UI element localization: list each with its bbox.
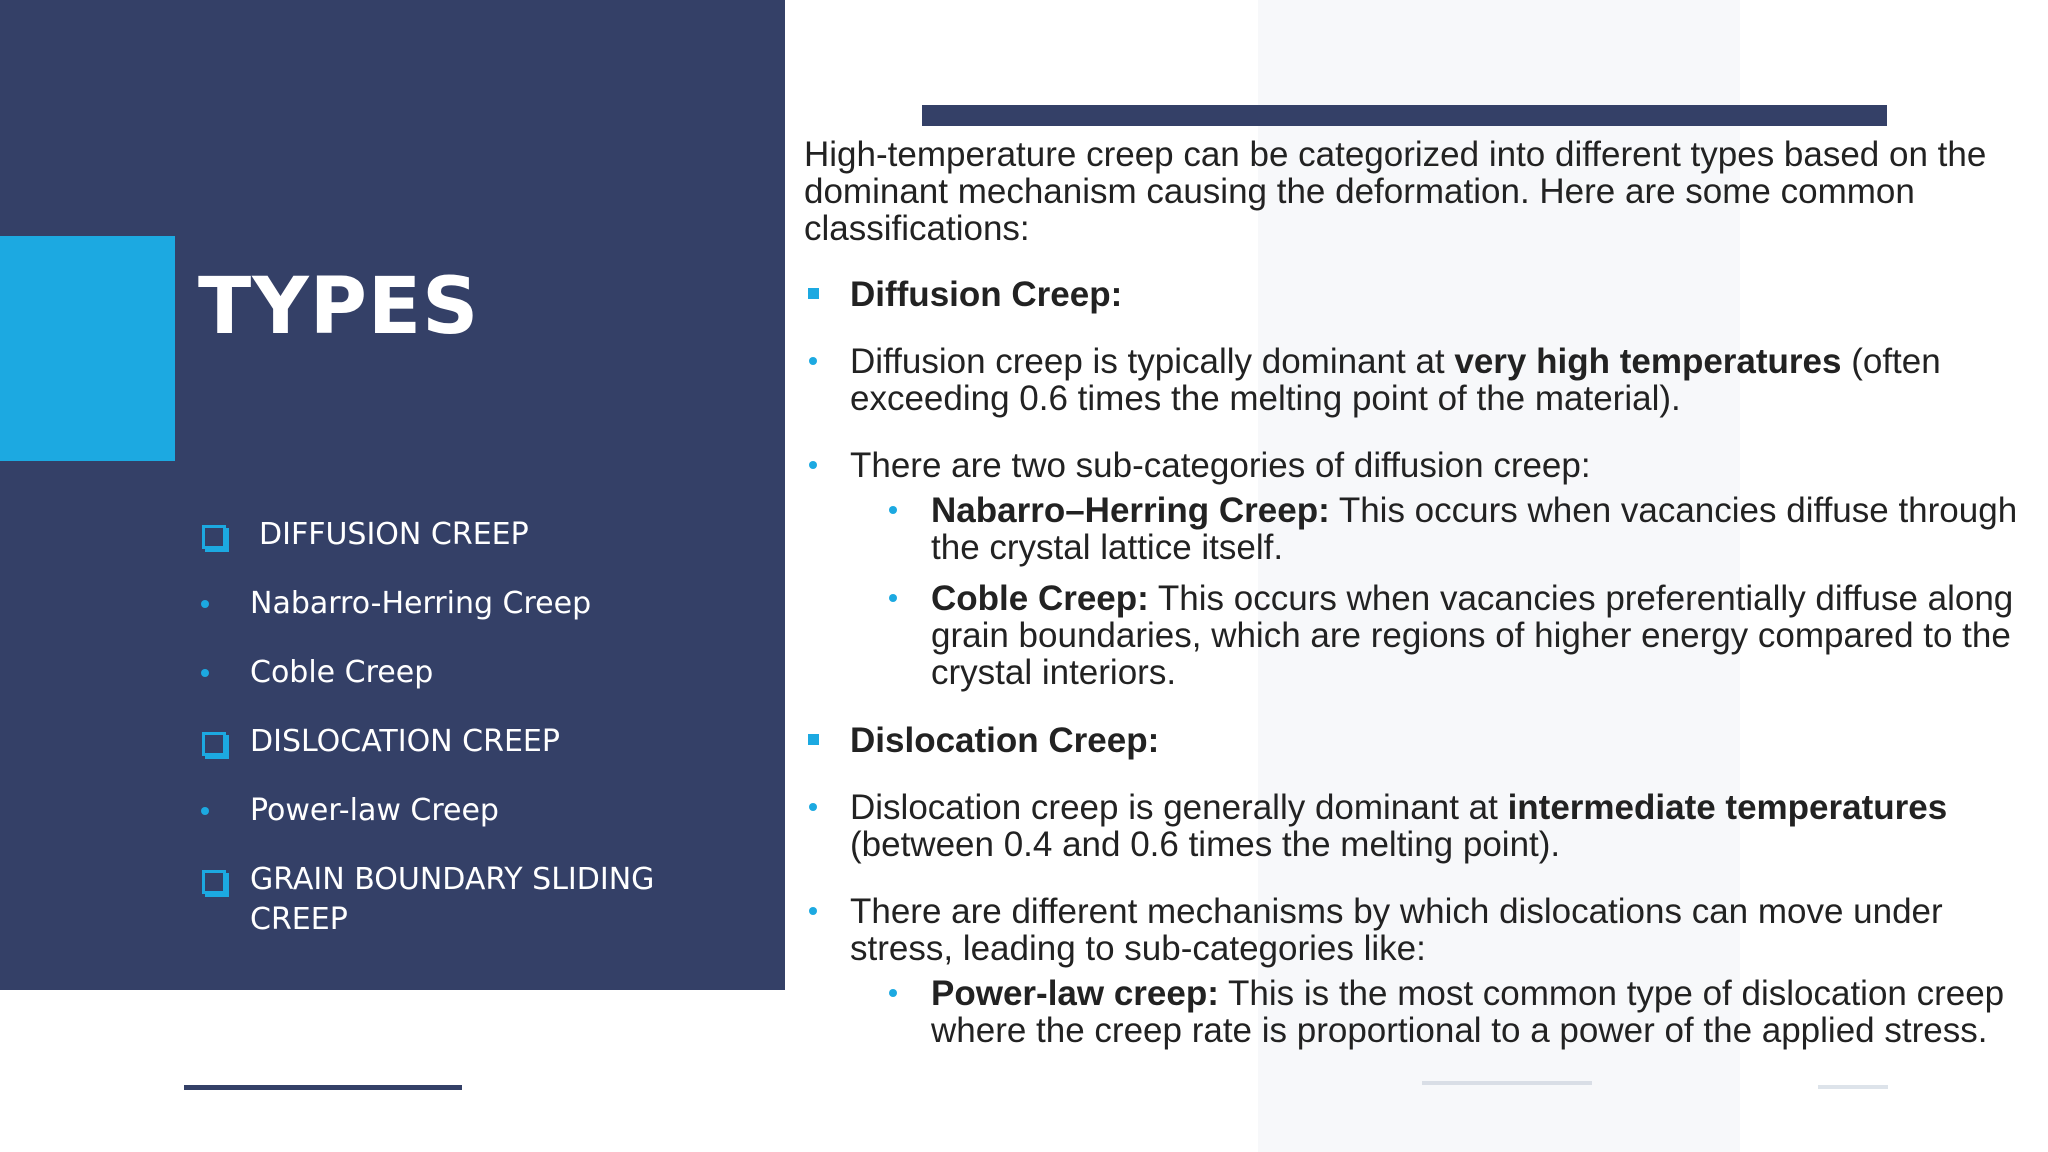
bullet-dot-icon [889, 506, 897, 514]
slide-title: TYPES [198, 262, 480, 352]
bullet-dot-icon [889, 594, 897, 602]
bullet-dot-icon [201, 807, 209, 815]
content-body [804, 136, 2036, 1049]
dislocation-point-1: Dislocation creep is generally dominant at intermediate temperatures (between 0.4 and 0.6 times the melting point). [804, 789, 2036, 863]
toc-bullet-nabarro [198, 584, 758, 624]
bullet-dot-icon [201, 600, 209, 608]
diffusion-point-1: Diffusion creep is typically dominant at very high temperatures (often exceeding 0.6 times the melting point of the material). [804, 343, 2036, 417]
diffusion-point-2: There are two sub-categories of diffusion creep: [804, 447, 2036, 484]
dislocation-sub-powerlaw: Power-law creep: This is the most common type of dislocation creep where the creep rate is proportional to a power of the applied stress. [804, 975, 2036, 1049]
toc-label: Nabarro-Herring Creep [250, 586, 592, 621]
dislocation-point-2: There are different mechanisms by which dislocations can move under stress, leading to sub-categories like: [804, 893, 2036, 967]
intro-paragraph: High-temperature creep can be categorized into different types based on the dominant mechanism causing the deformation. Here are some common classifications: [804, 135, 1987, 248]
bullet-dot-icon [889, 989, 897, 997]
diffusion-sub-nabarro: Nabarro–Herring Creep: This occurs when vacancies diffuse through the crystal lattice itself. [804, 492, 2036, 566]
faint-divider [1818, 1085, 1888, 1089]
square-bullet-icon [808, 734, 819, 745]
toc-bullet-coble [198, 653, 758, 693]
topic-list [198, 515, 758, 940]
toc-section-dislocation [198, 722, 758, 762]
square-bullet-icon [808, 288, 819, 299]
divider-line [184, 1085, 462, 1090]
toc-bullet-powerlaw [198, 791, 758, 831]
header-bar [922, 105, 1887, 126]
section-heading-dislocation: Dislocation Creep: [804, 722, 2036, 759]
bullet-dot-icon [809, 803, 817, 811]
checkbox-square-icon [202, 525, 226, 549]
toc-label: DISLOCATION CREEP [250, 724, 560, 759]
faint-divider [1422, 1081, 1592, 1085]
bullet-dot-icon [809, 461, 817, 469]
emphasis: very high temperatures [1454, 342, 1842, 381]
toc-label: GRAIN BOUNDARY SLIDING CREEP [250, 862, 655, 937]
bullet-dot-icon [809, 907, 817, 915]
section-heading-diffusion: Diffusion Creep: [804, 276, 2036, 313]
toc-section-diffusion [198, 515, 758, 555]
toc-label: Power-law Creep [250, 793, 499, 828]
checkbox-square-icon [202, 732, 226, 756]
toc-section-grain-boundary [198, 860, 690, 940]
accent-block [0, 236, 175, 461]
bullet-dot-icon [809, 357, 817, 365]
toc-label: DIFFUSION CREEP [259, 517, 529, 552]
diffusion-sub-coble: Coble Creep: This occurs when vacancies preferentially diffuse along grain boundaries, which are regions of higher energy compared to the crystal interiors. [804, 580, 2036, 691]
bullet-dot-icon [201, 669, 209, 677]
toc-label: Coble Creep [250, 655, 434, 690]
checkbox-square-icon [202, 870, 226, 894]
emphasis: intermediate temperatures [1507, 788, 1948, 827]
